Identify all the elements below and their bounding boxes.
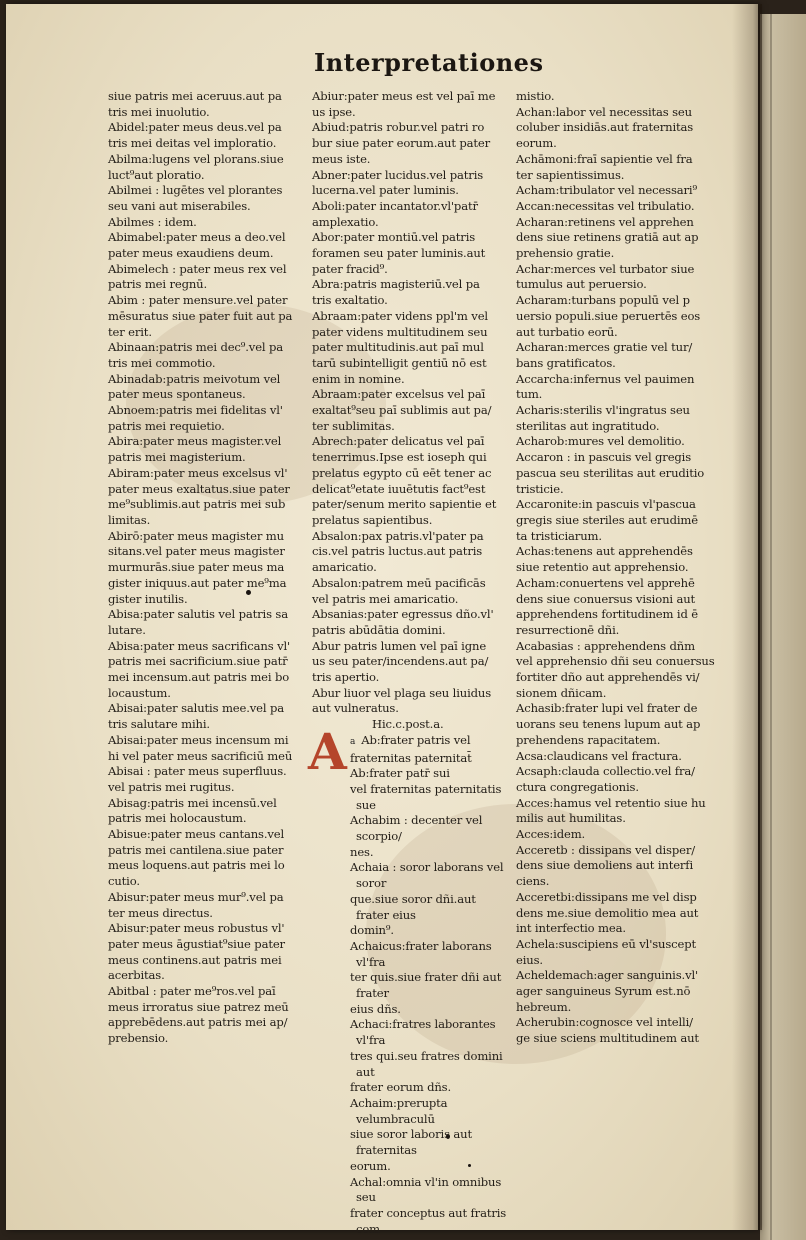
entry-line: Abirō:pater meus magister mu	[108, 528, 284, 543]
entry-line: a Ab:frater patris vel	[350, 732, 471, 747]
entry-line: tum.	[516, 387, 543, 402]
entry-line: que.siue soror dñi.aut frater eius	[350, 891, 476, 922]
entry-line: pater videns multitudinem seu	[312, 324, 488, 339]
entry-line: Acabasias : apprehendens dñm	[516, 638, 695, 653]
entry-line: locaustum.	[108, 685, 171, 700]
entry-line: pater/senum merito sapientie et	[312, 497, 497, 512]
entry-line: patris mei magisterium.	[108, 450, 246, 465]
entry-line: nes.	[350, 844, 374, 859]
entry-line: pater fracid⁹.	[312, 261, 388, 276]
entry-line: ager sanguineus Syrum est.nō	[516, 984, 691, 999]
entry-line: gister iniquus.aut pater me⁹ma	[108, 575, 287, 590]
entry-line: meus loquens.aut patris mei lo	[108, 858, 285, 873]
entry-line: pater meus exaudiens deum.	[108, 246, 274, 261]
entry-line: vel fraternitas paternitatis sue	[350, 781, 502, 812]
entry-line: bans gratificatos.	[516, 355, 616, 370]
entry-line: Achaia : soror laborans vel soror	[350, 860, 504, 891]
entry-line: murmurās.siue pater meus ma	[108, 560, 285, 575]
entry-line: pater meus spontaneus.	[108, 387, 246, 402]
entry-line: pater meus exaltatus.siue pater	[108, 481, 290, 496]
entry-line: siue retentio aut apprehensio.	[516, 560, 689, 575]
entry-line: Abilmei : lugētes vel plorantes	[108, 183, 283, 198]
next-page-edge	[760, 14, 806, 1240]
entry-line: int interfectio mea.	[516, 921, 626, 936]
entry-line: dens siue demoliens aut interfi	[516, 858, 694, 873]
entry-line: apprehendens fortitudinem id ē	[516, 607, 698, 622]
entry-line: prelatus egypto cū eēt tener ac	[312, 465, 492, 480]
entry-line: fraternitas paternitat̄	[350, 750, 472, 765]
entry-line: mistio.	[516, 89, 555, 103]
entry-line: Achal:omnia vl'in omnibus seu	[350, 1174, 502, 1205]
entry-line: uorans seu tenens lupum aut ap	[516, 717, 701, 732]
entry-line: mēsuratus siue pater fuit aut pa	[108, 308, 293, 323]
entry-line: tris mei commotio.	[108, 355, 216, 370]
entry-line: exaltat⁹seu paī sublimis aut pa/	[312, 403, 492, 418]
entry-line: vel patris mei rugitus.	[108, 779, 235, 794]
entry-line: Abur patris lumen vel paī igne	[312, 638, 487, 653]
entry-line: Abisai:pater meus incensum mi	[108, 732, 289, 747]
entry-line: ctura congregationis.	[516, 779, 639, 794]
entry-line: tarū subintelligit gentiū nō est	[312, 355, 487, 370]
column-entries	[312, 89, 512, 717]
entry-line: sionem dñicam.	[516, 685, 607, 700]
entry-line: Abinaan:patris mei dec⁹.vel pa	[108, 340, 284, 355]
entry-line: prehensio gratie.	[516, 246, 615, 261]
entry-line: Acharam:turbans populū vel p	[516, 293, 690, 308]
entry-line: Abiram:pater meus excelsus vl'	[108, 465, 288, 480]
entry-line: us ipse.	[312, 104, 356, 119]
entry-line: prehendens rapacitatem.	[516, 732, 661, 747]
entry-line: Achan:labor vel necessitas seu	[516, 104, 692, 119]
entry-line: Abinadab:patris meivotum vel	[108, 371, 281, 386]
entry-line: Abitbal : pater me⁹ros.vel paī	[108, 984, 276, 999]
entry-line: Achaicus:frater laborans vl'fra	[350, 938, 492, 969]
entry-line: Achaci:fratres laborantes vl'fra	[350, 1017, 496, 1048]
entry-line: Abimelech : pater meus rex vel	[108, 261, 287, 276]
entry-line: Abisur:pater meus mur⁹.vel pa	[108, 889, 284, 904]
entry-line: enim in nomine.	[312, 371, 405, 386]
entry-line: tris salutare mihi.	[108, 717, 210, 732]
entry-line: Abimabel:pater meus a deo.vel	[108, 230, 286, 245]
entry-line: tris mei inuolutio.	[108, 104, 210, 119]
entry-line: amaricatio.	[312, 560, 377, 575]
entry-line: meus iste.	[312, 151, 371, 166]
entry-line: Abiud:patris robur.vel patri ro	[312, 120, 485, 135]
entry-line: Acherubin:cognosce vel intelli/	[516, 1015, 693, 1030]
entry-line: Abnoem:patris mei fidelitas vl'	[108, 403, 283, 418]
entry-line: lutare.	[108, 622, 146, 637]
entry-line: Accaronite:in pascuis vl'pascua	[516, 497, 696, 512]
entry-line: Absalon:patrem meū pacificās	[312, 575, 486, 590]
entry-line: Abner:pater lucidus.vel patris	[312, 167, 484, 182]
entry-line: eorum.	[516, 136, 557, 151]
entry-line: Achaim:prerupta velumbraculū	[350, 1096, 448, 1126]
rubricated-initial: A	[308, 721, 347, 781]
entry-line: hebreum.	[516, 999, 572, 1014]
entry-line: aut turbatio eorū.	[516, 324, 618, 339]
entry-line: eius dñs.	[350, 1001, 401, 1016]
entry-line: Acharob:mures vel demolitio.	[516, 434, 685, 449]
entry-line: foramen seu pater luminis.aut	[312, 246, 486, 261]
entry-line: aut vulneratus.	[312, 701, 399, 716]
entry-line: Abim : pater mensure.vel pater	[108, 293, 288, 308]
entry-line: patris mei sacrificium.siue patr̄	[108, 654, 288, 669]
running-head: Interpretationes	[314, 48, 544, 77]
entry-line: Acceretbi:dissipans me vel disp	[516, 889, 697, 904]
entry-line: Abisai:pater salutis mee.vel pa	[108, 701, 284, 716]
entry-line: Acces:hamus vel retentio siue hu	[516, 795, 706, 810]
entry-line: tris exaltatio.	[312, 293, 388, 308]
entry-line: Achas:tenens aut apprehendēs	[516, 544, 693, 559]
entry-line: cis.vel patris luctus.aut patris	[312, 544, 483, 559]
entry-line: Acham:conuertens vel apprehē	[516, 575, 695, 590]
entry-line: Achar:merces vel turbator siue	[516, 261, 695, 276]
entry-line: eorum.	[350, 1158, 391, 1173]
entry-line: apprebēdens.aut patris mei ap/	[108, 1015, 288, 1030]
entry-line: Abisai : pater meus superfluus.	[108, 764, 287, 779]
entry-line: siue soror laboris aut fraternitas	[350, 1127, 472, 1158]
entry-line: luct⁹aut ploratio.	[108, 167, 205, 182]
entry-line: meus irroratus siue patrez meū	[108, 999, 289, 1014]
entry-line: Abisa:pater meus sacrificans vl'	[108, 638, 291, 653]
entry-line: uersio populi.siue peruertēs eos	[516, 308, 701, 323]
entry-line: Abraam:pater excelsus vel paī	[312, 387, 486, 402]
entry-line: Achasib:frater lupi vel frater de	[516, 701, 698, 716]
entry-line: ter erit.	[108, 324, 152, 339]
entry-line: tumulus aut peruersio.	[516, 277, 647, 292]
entry-line: Absalon:pax patris.vl'pater pa	[312, 528, 484, 543]
entry-line: ciens.	[516, 874, 550, 889]
entry-line: Acharis:sterilis vl'ingratus seu	[516, 403, 690, 418]
entry-line: limitas.	[108, 512, 151, 527]
entry-line: prelatus sapientibus.	[312, 512, 433, 527]
column-entries	[350, 733, 512, 1238]
entry-line: delicat⁹etate iuuētutis fact⁹est	[312, 481, 486, 496]
entry-line: Acharan:merces gratie vel tur/	[516, 340, 693, 355]
entry-line: gister inutilis.	[108, 591, 188, 606]
entry-line: meus continens.aut patris mei	[108, 952, 282, 967]
entry-line: Abiur:pater meus est vel paī me	[312, 89, 496, 103]
entry-line: lucerna.vel pater luminis.	[312, 183, 459, 198]
entry-line: Ab:frater patr̄ sui	[350, 766, 450, 781]
entry-line: ter sublimitas.	[312, 418, 395, 433]
entry-line: tris mei deitas vel imploratio.	[108, 136, 277, 151]
entry-line: tenerrimus.Ipse est ioseph qui	[312, 450, 487, 465]
entry-line: ta tristiciarum.	[516, 528, 602, 543]
entry-line: Abisue:pater meus cantans.vel	[108, 827, 285, 842]
entry-line: us seu pater/incendens.aut pa/	[312, 654, 489, 669]
entry-line: ter meus directus.	[108, 905, 213, 920]
entry-line: patris mei holocaustum.	[108, 811, 247, 826]
entry-line: pater multitudinis.aut paī mul	[312, 340, 484, 355]
entry-line: Abira:pater meus magister.vel	[108, 434, 282, 449]
entry-line: Abisa:pater salutis vel patris sa	[108, 607, 288, 622]
entry-line: Achabim : decenter vel scorpio/	[350, 813, 483, 844]
section-header: Hic.c.post.a.	[372, 717, 444, 732]
entry-line: coluber insidiās.aut fraternitas	[516, 120, 694, 135]
entry-line: patris abūdātia domini.	[312, 622, 446, 637]
entry-line: sterilitas aut ingratitudo.	[516, 418, 660, 433]
entry-line: Acceretb : dissipans vel disper/	[516, 842, 695, 857]
entry-line: Abilma:lugens vel plorans.siue	[108, 151, 284, 166]
entry-line: me⁹sublimis.aut patris mei sub	[108, 497, 286, 512]
entry-line: frater conceptus aut fratris com	[350, 1205, 507, 1236]
entry-line: tris apertio.	[312, 670, 380, 685]
entry-line: mei incensum.aut patris mei bo	[108, 670, 290, 685]
entry-line: Accan:necessitas vel tribulatio.	[516, 198, 695, 213]
entry-line: milis aut humilitas.	[516, 811, 626, 826]
entry-line: Acsa:claudicans vel fractura.	[516, 748, 682, 763]
entry-line: sitans.vel pater meus magister	[108, 544, 285, 559]
entry-line: domin⁹.	[350, 923, 394, 938]
entry-line: Achela:suscipiens eū vl'suscept	[516, 936, 696, 951]
entry-line: hi vel pater meus sacrificiū meū	[108, 748, 293, 763]
entry-line: prebensio.	[108, 1031, 169, 1046]
entry-line: acerbitas.	[108, 968, 165, 983]
entry-line: cutio.	[108, 874, 140, 889]
entry-line: gregis siue steriles aut erudimē	[516, 512, 698, 527]
entry-line: ter quis.siue frater dñi aut frater	[350, 970, 502, 1001]
text-column-middle	[308, 89, 512, 1237]
entry-line: resurrectionē dñi.	[516, 622, 620, 637]
entry-line: pascua seu sterilitas aut eruditio	[516, 465, 705, 480]
entry-line: dens me.siue demolitio mea aut	[516, 905, 699, 920]
entry-line: Accarcha:infernus vel pauimen	[516, 371, 695, 386]
entry-line: Abra:patris magisteriū.vel pa	[312, 277, 480, 292]
entry-line: tristicie.	[516, 481, 564, 496]
entry-line: Abisur:pater meus robustus vl'	[108, 921, 285, 936]
entry-line: Absanias:pater egressus dño.vl'	[312, 607, 494, 622]
entry-line: patris mei requietio.	[108, 418, 225, 433]
entry-line: dens siue retinens gratiā aut ap	[516, 230, 699, 245]
entry-line: Abur liuor vel plaga seu liuidus	[312, 685, 492, 700]
entry-line: Accaron : in pascuis vel gregis	[516, 450, 692, 465]
entry-line: Abisag:patris mei incensū.vel	[108, 795, 277, 810]
entry-line: Acsaph:clauda collectio.vel fra/	[516, 764, 695, 779]
entry-line: eius.	[516, 952, 543, 967]
guide-letter: a	[350, 736, 356, 747]
entry-line: ter sapientissimus.	[516, 167, 625, 182]
entry-line: Acces:idem.	[516, 827, 586, 842]
entry-line: Abrech:pater delicatus vel paī	[312, 434, 485, 449]
entry-line: fortiter dño aut apprehendēs vi/	[516, 670, 700, 685]
entry-line: Acham:tribulator vel necessari⁹	[516, 183, 697, 198]
entry-line: patris mei cantilena.siue pater	[108, 842, 284, 857]
entry-line: bur siue pater eorum.aut pater	[312, 136, 491, 151]
entry-line: ge siue sciens multitudinem aut	[516, 1031, 699, 1046]
entry-line: vel patris mei amaricatio.	[312, 591, 459, 606]
entry-line: Acharan:retinens vel apprehen	[516, 214, 694, 229]
entry-line: Abraam:pater videns ppl'm vel	[312, 308, 488, 323]
text-column-right	[516, 89, 726, 1047]
entry-line: Acheldemach:ager sanguinis.vl'	[516, 968, 699, 983]
binding-gutter-shadow	[732, 4, 762, 1230]
entry-line: tres qui.seu fratres domini aut	[350, 1048, 503, 1079]
entry-line: amplexatio.	[312, 214, 379, 229]
entry-line: siue patris mei aceruus.aut pa	[108, 89, 282, 103]
entry-line: frater eorum dñs.	[350, 1080, 451, 1095]
entry-line: seu vani aut miserabiles.	[108, 198, 251, 213]
entry-line: dens siue conuersus visioni aut	[516, 591, 696, 606]
entry-line: patris mei regnū.	[108, 277, 208, 292]
entry-line: Abor:pater montiū.vel patris	[312, 230, 476, 245]
entry-line: Abidel:pater meus deus.vel pa	[108, 120, 282, 135]
entry-line: vel apprehensio dñi seu conuersus	[516, 654, 715, 669]
entry-line: Achāmoni:fraī sapientie vel fra	[516, 151, 693, 166]
text-column-left	[108, 89, 308, 1047]
entry-line: pater meus āgustiat⁹siue pater	[108, 936, 285, 951]
entry-line: Aboli:pater incantator.vl'patr̄	[312, 198, 478, 213]
entry-line: Abilmes : idem.	[108, 214, 197, 229]
